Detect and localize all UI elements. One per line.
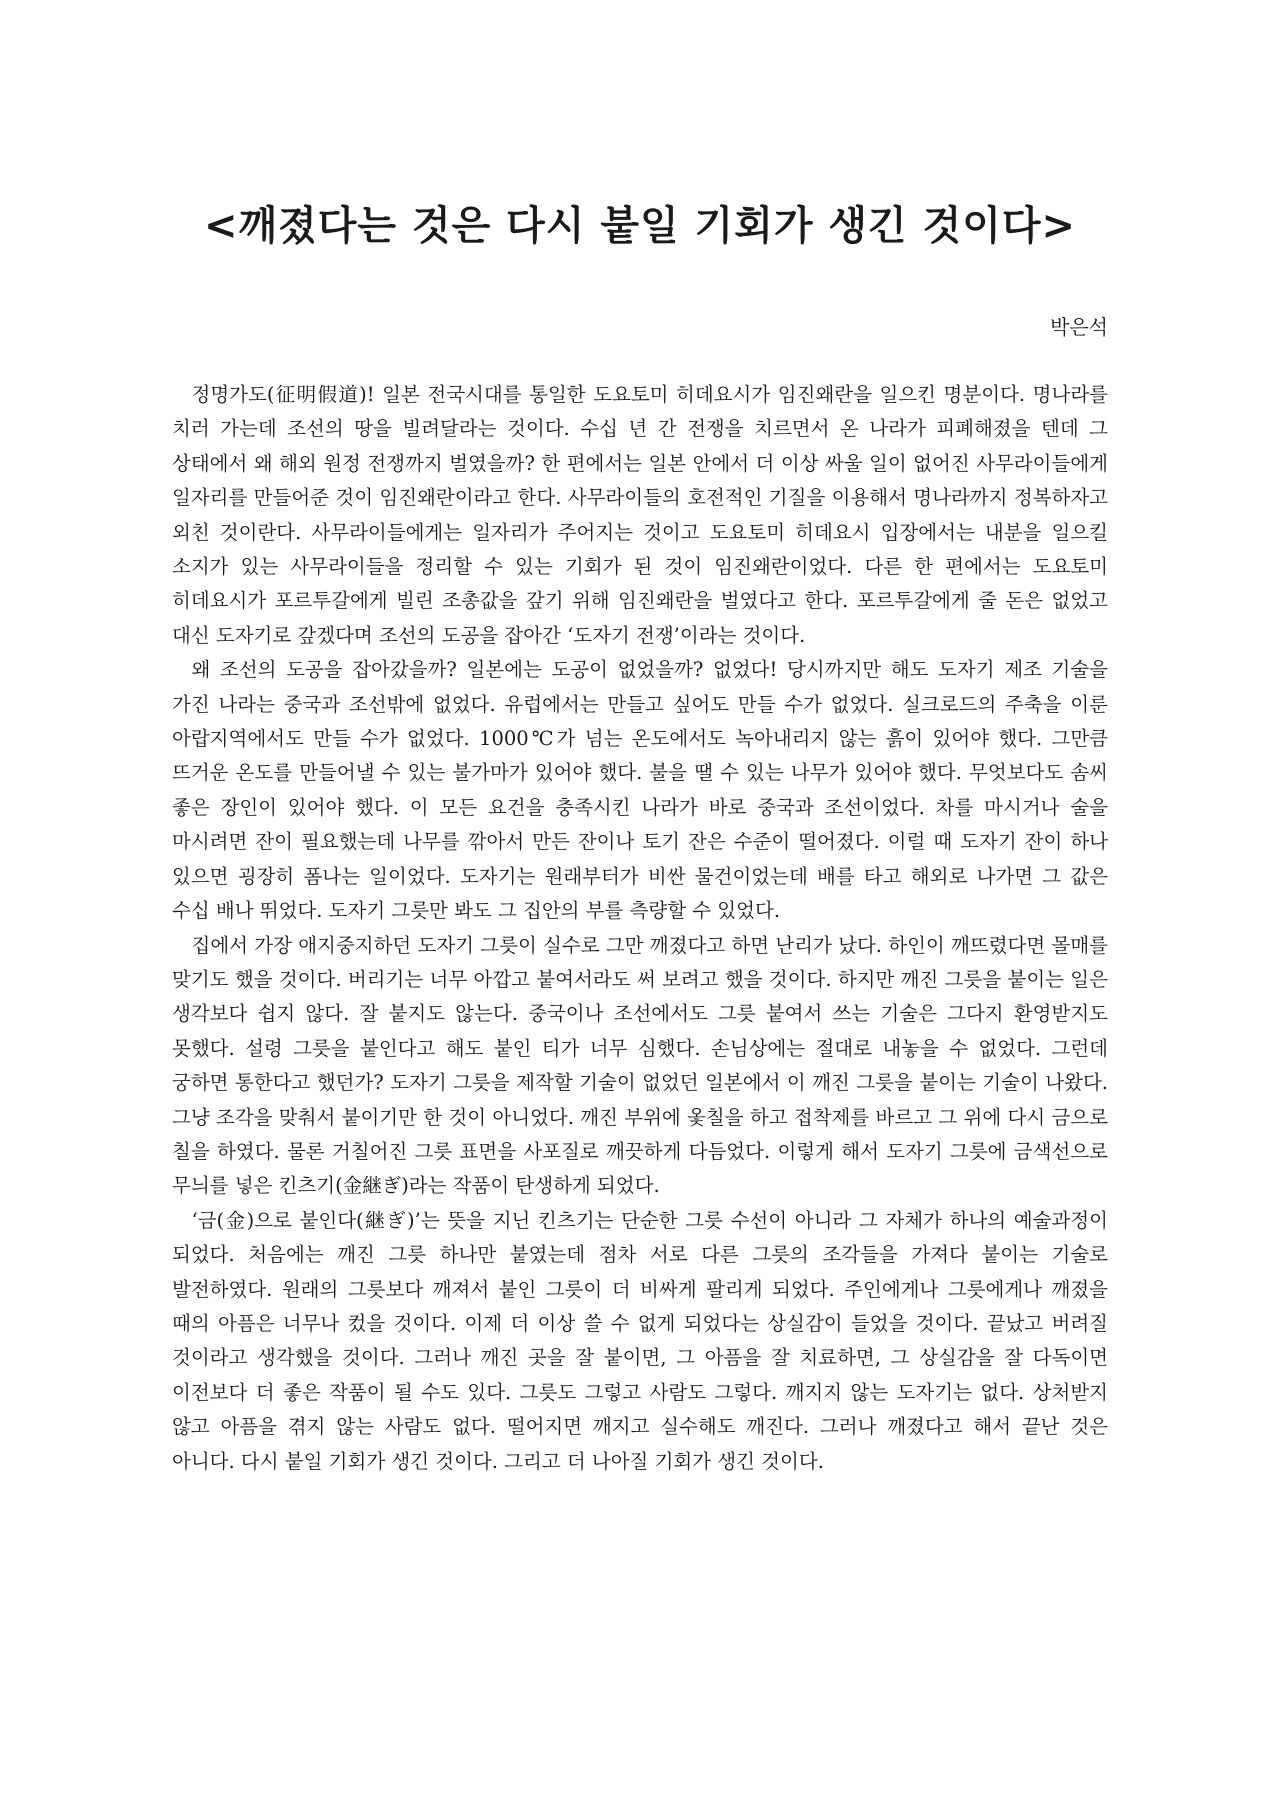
paragraph: 왜 조선의 도공을 잡아갔을까? 일본에는 도공이 없었을까? 없었다! 당시까지만 해도 도자기 제조 기술을 가진 나라는 중국과 조선밖에 없었다. 유럽에서는 만들고 싶어도 만들 수가 없었다. 실크로드의 주축을 이룬 아랍지역에서도 만들 수가 없었다. 1000℃가 넘는 온도에서도 녹아내리지 않는 흙이 있어야 했다. 그만큼 뜨거운 온도를 만들어낼 수 있는 불가마가 있어야 했다. 불을 땔 수 있는 나무가 있어야 했다. 무엇보다도 솜씨 좋은 장인이 있어야 했다. 이 모든 요건을 충족시킨 나라가 바로 중국과 조선이었다. 차를 마시거나 술을 마시려면 잔이 필요했는데 나무를 깎아서 만든 잔이나 토기 잔은 수준이 떨어졌다. 이럴 때 도자기 잔이 하나 있으면 굉장히 폼나는 일이었다. 도자기는 원래부터가 비싼 물건이었는데 배를 타고 해외로 나가면 그 값은 수십 배나 뛰었다. 도자기 그릇만 봐도 그 집안의 부를 측량할 수 있었다.	[172, 658, 1108, 923]
document-body	[172, 378, 1108, 1479]
author-name: 박은석	[1050, 315, 1108, 339]
paragraph: 집에서 가장 애지중지하던 도자기 그릇이 실수로 그만 깨졌다고 하면 난리가 났다. 하인이 깨뜨렸다면 몰매를 맞기도 했을 것이다. 버리기는 너무 아깝고 붙여서라도 써 보려고 했을 것이다. 하지만 깨진 그릇을 붙이는 일은 생각보다 쉽지 않다. 잘 붙지도 않는다. 중국이나 조선에서도 그릇 붙여서 쓰는 기술은 그다지 환영받지도 못했다. 설령 그릇을 붙인다고 해도 붙인 티가 너무 심했다. 손님상에는 절대로 내놓을 수 없었다. 그런데 궁하면 통한다고 했던가? 도자기 그릇을 제작할 기술이 없었던 일본에서 이 깨진 그릇을 붙이는 기술이 나왔다. 그냥 조각을 맞춰서 붙이기만 한 것이 아니었다. 깨진 부위에 옻칠을 하고 접착제를 바르고 그 위에 다시 금으로 칠을 하였다. 물론 거칠어진 그릇 표면을 사포질로 깨끗하게 다듬었다. 이렇게 해서 도자기 그릇에 금색선으로 무늬를 넣은 킨츠기(金継ぎ)라는 작품이 탄생하게 되었다.	[172, 933, 1108, 1198]
document-title: <깨졌다는 것은 다시 붙일 기회가 생긴 것이다>	[203, 203, 1077, 249]
paragraph: ‘금(金)으로 붙인다(継ぎ)’는 뜻을 지닌 킨츠기는 단순한 그릇 수선이 아니라 그 자체가 하나의 예술과정이 되었다. 처음에는 깨진 그릇 하나만 붙였는데 점차 서로 다른 그릇의 조각들을 가져다 붙이는 기술로 발전하였다. 원래의 그릇보다 깨져서 붙인 그릇이 더 비싸게 팔리게 되었다. 주인에게나 그릇에게나 깨졌을 때의 아픔은 너무나 컸을 것이다. 이제 더 이상 쓸 수 없게 되었다는 상실감이 들었을 것이다. 끝났고 버려질 것이라고 생각했을 것이다. 그러나 깨진 곳을 잘 붙이면, 그 아픔을 잘 치료하면, 그 상실감을 잘 다독이면 이전보다 더 좋은 작품이 될 수도 있다. 그릇도 그렇고 사람도 그렇다. 깨지지 않는 도자기는 없다. 상처받지 않고 아픔을 겪지 않는 사람도 없다. 떨어지면 깨지고 실수해도 깨진다. 그러나 깨졌다고 해서 끝난 것은 아니다. 다시 붙일 기회가 생긴 것이다. 그리고 더 나아질 기회가 생긴 것이다.	[172, 1208, 1108, 1473]
paragraph: 정명가도(征明假道)! 일본 전국시대를 통일한 도요토미 히데요시가 임진왜란을 일으킨 명분이다. 명나라를 치러 가는데 조선의 땅을 빌려달라는 것이다. 수십 년 간 전쟁을 치르면서 온 나라가 피폐해졌을 텐데 그 상태에서 왜 해외 원정 전쟁까지 벌였을까? 한 편에서는 일본 안에서 더 이상 싸울 일이 없어진 사무라이들에게 일자리를 만들어준 것이 임진왜란이라고 한다. 사무라이들의 호전적인 기질을 이용해서 명나라까지 정복하자고 외친 것이란다. 사무라이들에게는 일자리가 주어지는 것이고 도요토미 히데요시 입장에서는 내분을 일으킬 소지가 있는 사무라이들을 정리할 수 있는 기회가 된 것이 임진왜란이었다. 다른 한 편에서는 도요토미 히데요시가 포르투갈에게 빌린 조총값을 갚기 위해 임진왜란을 벌였다고 한다. 포르투갈에게 줄 돈은 없었고 대신 도자기로 갚겠다며 조선의 도공을 잡아간 ‘도자기 전쟁’이라는 것이다.	[172, 383, 1108, 647]
